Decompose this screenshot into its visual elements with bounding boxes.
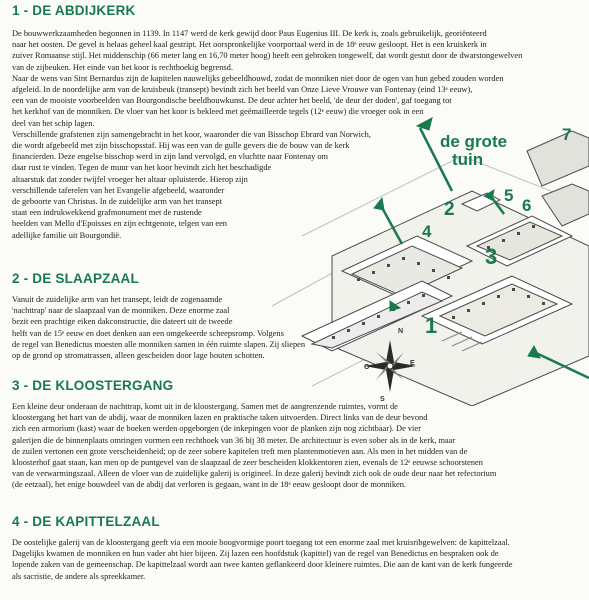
section-text-kloostergang: Een kleine deur onderaan de nachttrap, komt uit in de kloostergang. Samen met de aangrenzende ruimtes, vormt de kloostergang het hart van de abdij, waar de monniken lazen en praktische taken uitvoerden. Direct links van de deur bevond zich een armorium (kast) waar de boeken werden opgeborgen (de inkepingen voor de planken zijn nog zichtbaar). De vier galerijen die de binnenplaats omringen vormen een rechthoek van 36 bij 38 meter. De architectuur is even sober als in de kerk, maar de zuilen vertonen een grote verscheidenheid; op de zeer sobere kapitelen treft men plantenmotieven aan. Als men in het midden van de kloosterhof gaat staan, kan men op de puntgevel van de slaapzaal de zeer bescheiden klokkentoren zien, evenals de 12ᵉ eeuwse schoorstenen van de verwarmingszaal. Alleen de vloer van de zuidelijke galerij is origineel. In deze galerij bevindt zich ook de oude deur naar het refectorium (de eetzaal), het enige bouwdeel van de abdij dat verloren is gegaan, want in de 18ᵉ eeuw gesloopt door de monniken. — [12, 402, 497, 490]
section-text-kapittelzaal: De oostelijke galerij van de kloostergang geeft via een mooie boogvormige poort toegang tot een enorme zaal met kruisribgewelven: de kapittelzaal. Dagelijks kwamen de monniken en hun vader abt hier bijeen. Zij lazen een hoofdstuk (kapittel) van de regel van Benedictus en bespraken ook de lopende zaken van de gemeenschap. De kapittelzaal wordt aan twee kanten geflankeerd door kleinere ruimtes. Die aan de kant van de kerk fungeerde als sacristie, de andere als spreekkamer. — [12, 538, 513, 581]
section-heading-abdijkerk: 1 - DE ABDIJKERK — [12, 3, 136, 18]
section-heading-slaapzaal: 2 - DE SLAAPZAAL — [12, 271, 139, 286]
compass-e: E — [410, 360, 415, 367]
map-number-2: 2 — [444, 199, 455, 220]
garden-label: de grote tuin — [440, 132, 508, 169]
section-text-abdijkerk: De bouwwerkzaamheden begonnen in 1139. In 1147 werd de kerk gewijd door Paus Eugenius III. De kerk is, zoals gebruikelijk, georiënteerd naar het oosten. De gevel is helaas geheel kaal gestript. Het oorspronkelijke voorportaal werd in de 18ᵉ eeuw gesloopt. Het is een kruiskerk in zuiver Romaanse stijl. Het middenschip (66 meter lang en 16,70 meter hoog) heeft een gebroken tongewelf, dat wordt gestut door de dwarstongewelven van de zijbeuken. Het einde van het koor is rechthoekig begrensd. Naar de wens van Sint Bernardus zijn de kapitelen nauwelijks gebeeldhouwd, zodat de monniken niet door de ogen van hun gebed zouden worden afgeleid. In de noordelijke arm van de kruisbeuk (transept) bevindt zich het beeld van Onze Lieve Vrouwe van Fontenay (eind 13ᵉ eeuw), een van de mooiste voorbeelden van Bourgondische beeldhouwkunst. De deur achter het beeld, 'de deur der doden', gaf toegang tot het kerkhof van de monniken. De vloer van het koor is bekleed met geëmailleerde tegels (12ᵉ eeuw) die vroeger ook in een deel van het schip lagen. Verschillende grafstenen zijn samengebracht in het koor, waaronder die van Bisschop Ebrard van Norwich, die wordt afgebeeld met zijn bisschopsstaf. Hij was een van de gulle gevers die de bouw van de kerk financierden. Deze engelse bisschop werd in zijn land vervolgd, en vluchtte naar Fontenay om daar rust te vinden. Tegen de muur van het koor bevindt zich het beschadigde altaarstuk dat zonder twijfel vroeger het altaar opluisterde. Hierop zijn verschillende taferelen van het Evangelie afgebeeld, waaronder de geboorte van Christus. In de zuidelijke arm van het transept staat een indrukwekkend grafmonument met de rustende beelden van Mello d'Epoisses en zijn echtgenote, telgen van een adellijke familie uit Bourgondië. — [12, 29, 523, 240]
map-number-1: 1 — [425, 313, 438, 338]
compass-n: N — [398, 328, 404, 335]
section-heading-kloostergang: 3 - DE KLOOSTERGANG — [12, 378, 174, 393]
map-number-7: 7 — [562, 125, 572, 144]
abbey-plan-map — [272, 96, 589, 406]
map-number-6: 6 — [522, 196, 532, 215]
section-heading-kapittelzaal: 4 - DE KAPITTELZAAL — [12, 514, 160, 529]
map-number-5: 5 — [504, 186, 514, 205]
map-number-3: 3 — [485, 244, 498, 269]
compass-o: O — [364, 364, 370, 371]
section-text-slaapzaal: Vanuit de zuidelijke arm van het transept, leidt de zogenaamde 'nachttrap' naar de slaapzaal van de monniken. Deze enorme zaal bezit een prachtige eiken dakconstructie, die dateert uit de tweede helft van de 15ᵉ eeuw en doet denken aan een omgekeerde scheepsromp. Volgens de regel van Benedictus moesten alle monniken samen in één ruimte slapen. Zij sliepen op de grond op stromatrassen, alleen gescheiden door lage houten schotten. — [12, 295, 306, 361]
abbey-plan-drawing — [272, 96, 589, 406]
map-number-4: 4 — [422, 222, 432, 241]
compass-s: S — [380, 396, 385, 403]
